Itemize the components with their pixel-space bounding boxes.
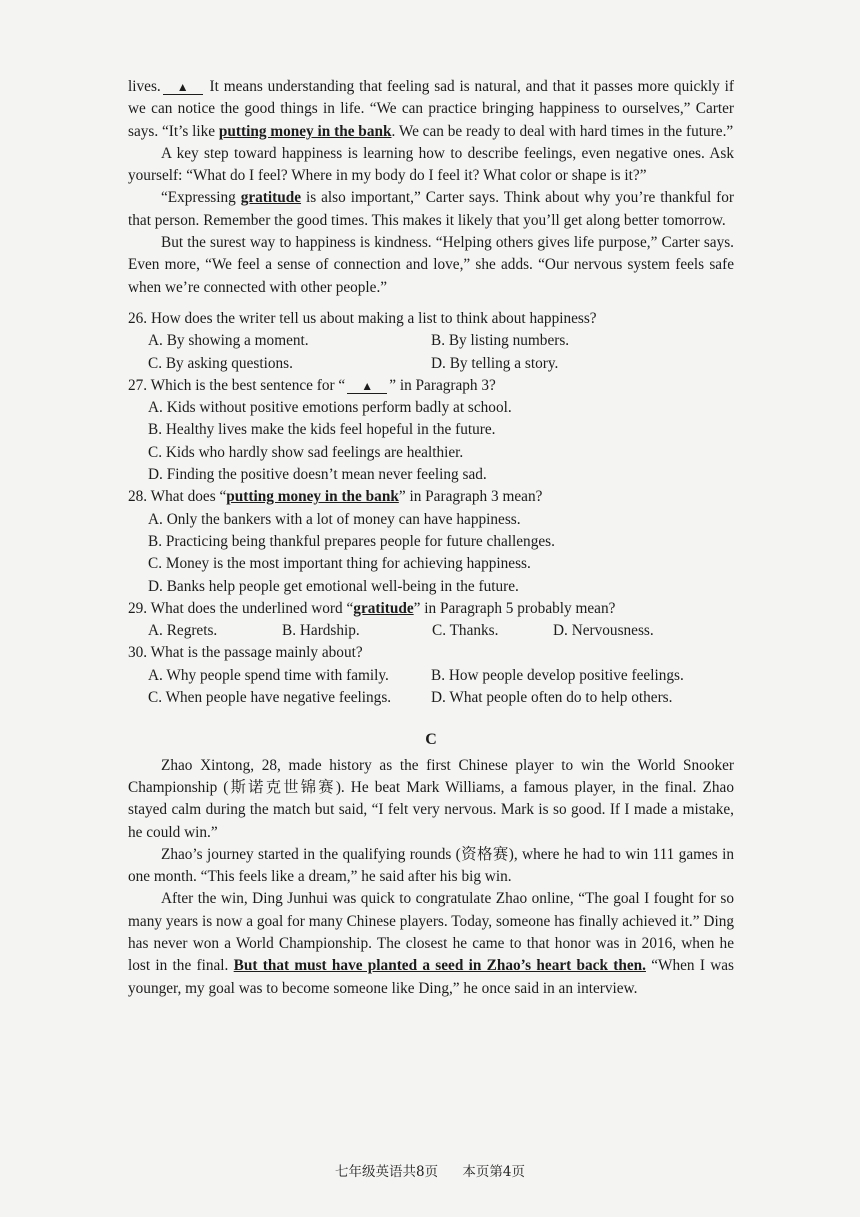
answer-options-grid [128, 620, 734, 642]
footer-page-number: 本页第4页 [462, 1164, 525, 1180]
answer-blank: ▲ [163, 80, 203, 95]
paragraph [128, 232, 734, 299]
text-run: A key step toward happiness is learning how to describe feelings, even negative ones. Ask yourself: “What do I feel? Where in my body do I feel it? What color or shape is it?” [128, 144, 734, 185]
text-run: ” in Paragraph 3? [389, 376, 496, 394]
answer-option: A. Only the bankers with a lot of money can have happiness. [148, 510, 521, 528]
answer-option: B. Practicing being thankful prepares people for future challenges. [148, 532, 555, 550]
page-footer [0, 1160, 860, 1180]
answer-options-grid [128, 665, 734, 710]
text-run: lives. [128, 78, 161, 95]
paragraph [128, 888, 734, 999]
answer-option: C. Money is the most important thing for achieving happiness. [148, 555, 531, 573]
paragraph [128, 755, 734, 844]
text-run: ” in Paragraph 5 probably mean? [413, 599, 616, 617]
question-stem [128, 375, 734, 397]
text-run: “When I was younger, my goal was to become someone like Ding,” he once said in an interview. [128, 957, 734, 997]
answer-option: C. Thanks. [432, 622, 499, 640]
question-item [128, 642, 734, 709]
answer-option: D. Nervousness. [553, 622, 654, 640]
question-stem [128, 642, 734, 664]
text-run: “Expressing [161, 189, 241, 207]
answer-option: B. Healthy lives make the kids feel hopeful in the future. [148, 421, 496, 439]
text-run: 30. What is the passage mainly about? [128, 644, 363, 662]
underlined-text: But that must have planted a seed in Zhao’s heart back then. [233, 957, 646, 975]
answer-option: A. Kids without positive emotions perform badly at school. [148, 399, 512, 417]
passage-c [128, 755, 734, 1000]
text-run: 26. How does the writer tell us about making a list to think about happiness? [128, 309, 597, 327]
text-run: Zhao’s journey started in the qualifying rounds (资格赛), where he had to win 111 games in one month. “This feels like a dream,” he said after his big win. [128, 845, 734, 886]
paragraph [128, 76, 734, 143]
footer-total-pages: 七年级英语共8页 [335, 1164, 439, 1180]
text-run: 28. What does “ [128, 488, 227, 506]
question-list [128, 308, 734, 709]
answer-option: C. By asking questions. [148, 354, 293, 372]
text-run: After the win, Ding Junhui was quick to congratulate Zhao online, “The goal I fought for so many years is now a goal for many Chinese players. Today, someone has finally achieved it.” Ding has never won a World Championship. The closest he came to that honor was in 2016, when he lost in the final. [128, 890, 734, 975]
page-content [128, 76, 734, 1000]
answer-option: A. By showing a moment. [148, 332, 309, 350]
text-run: It means understanding that feeling sad is natural, and that it passes more quickly if we can notice the good things in life. “We can practice bringing happiness to ourselves,” Carter says. “It’s like [128, 78, 734, 140]
paragraph [128, 844, 734, 889]
text-run: 27. Which is the best sentence for “ [128, 376, 346, 394]
text-run: 29. What does the underlined word “ [128, 599, 354, 617]
text-run: is also important,” Carter says. Think about why you’re thankful for that person. Remember the good times. This makes it likely that you’ll get along better tomorrow. [128, 189, 734, 229]
underlined-text: gratitude [240, 189, 302, 207]
underlined-text: gratitude [353, 599, 414, 617]
question-item [128, 308, 734, 375]
answer-blank: ▲ [347, 379, 387, 394]
answer-option: D. What people often do to help others. [431, 689, 673, 707]
passage-b-continued [128, 76, 734, 299]
text-run: But the surest way to happiness is kindness. “Helping others gives life purpose,” Carter says. Even more, “We feel a sense of connection and love,” she adds. “Our nervous system feels safe when we’re connected with other people.” [128, 234, 734, 296]
underlined-text: putting money in the bank [218, 122, 392, 140]
text-run: Zhao Xintong, 28, made history as the first Chinese player to win the World Snooker Championship (斯诺克世锦赛). He beat Mark Williams, a famous player, in the final. Zhao stayed calm during the match but said, “I felt very nervous. Mark is so good. If I made a mistake, he could win.” [128, 756, 734, 841]
answer-option: D. Banks help people get emotional well-being in the future. [148, 577, 519, 595]
section-heading-c: C [425, 731, 437, 749]
answer-option: A. Regrets. [148, 622, 218, 640]
answer-option: D. By telling a story. [431, 354, 559, 372]
text-run: . We can be ready to deal with hard times in the future.” [391, 122, 734, 140]
underlined-text: putting money in the bank [226, 488, 399, 506]
question-stem [128, 598, 734, 620]
answer-option: C. Kids who hardly show sad feelings are healthier. [148, 443, 464, 461]
question-item [128, 375, 734, 486]
answer-options-grid [128, 330, 734, 375]
answer-option: B. Hardship. [282, 622, 360, 640]
question-item [128, 486, 734, 597]
text-run: ” in Paragraph 3 mean? [398, 488, 543, 506]
answer-option: A. Why people spend time with family. [148, 666, 389, 684]
question-item [128, 598, 734, 643]
paragraph [128, 187, 734, 232]
answer-option: B. By listing numbers. [431, 332, 570, 350]
answer-option: D. Finding the positive doesn’t mean never feeling sad. [148, 466, 487, 484]
question-stem [128, 308, 734, 330]
paragraph [128, 143, 734, 188]
answer-option: B. How people develop positive feelings. [431, 666, 684, 684]
answer-option: C. When people have negative feelings. [148, 689, 392, 707]
question-stem [128, 486, 734, 508]
